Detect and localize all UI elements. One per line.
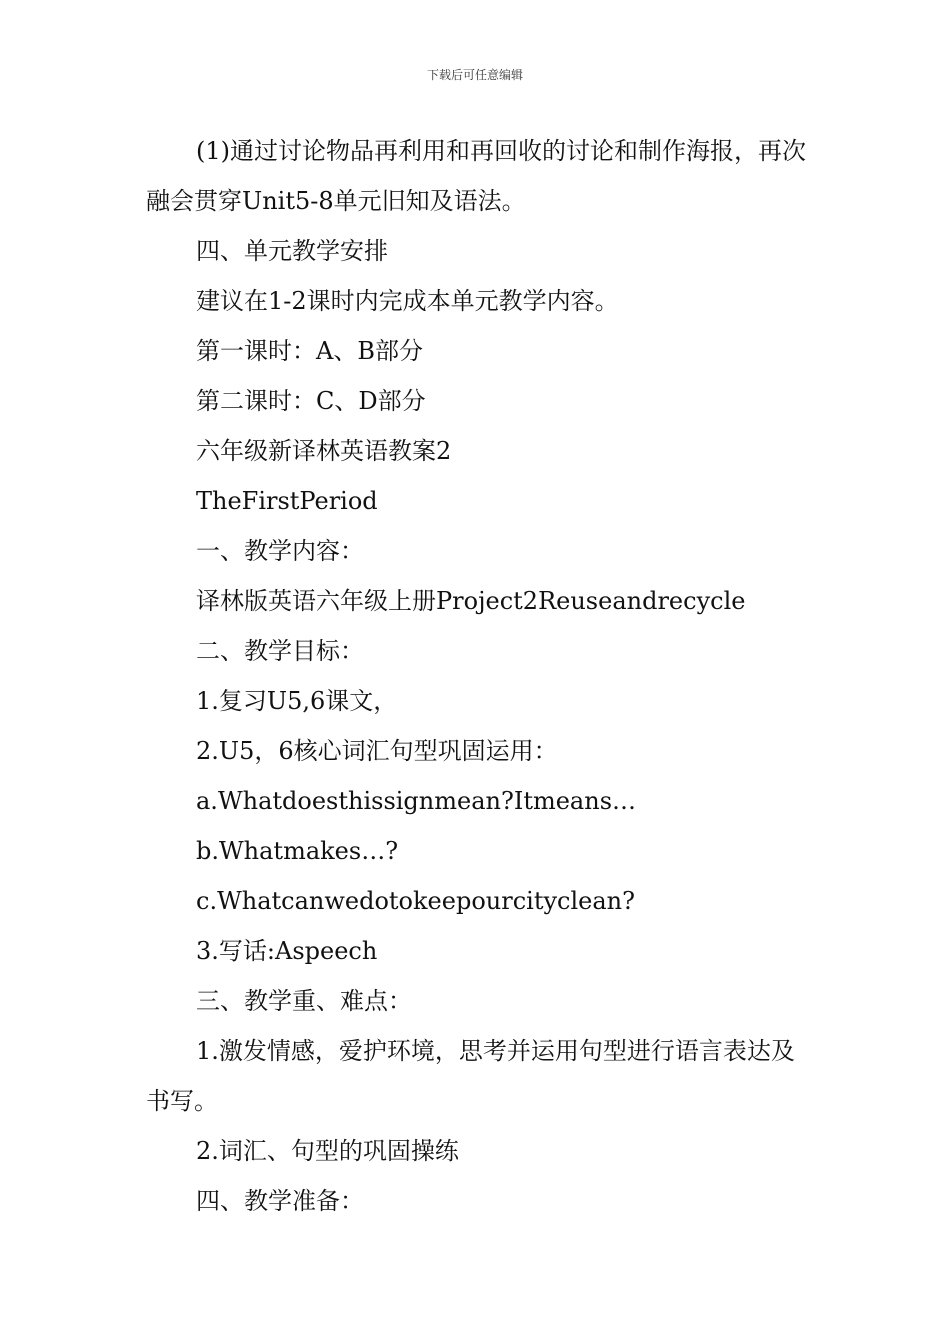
list-item-core-vocabulary: 2.U5，6核心词汇句型巩固运用： — [196, 737, 558, 765]
heading-lesson-plan-2: 六年级新译林英语教案2 — [196, 437, 452, 465]
heading-the-first-period: TheFirstPeriod — [196, 487, 378, 515]
list-item-sentence-b: b.Whatmakes…? — [196, 837, 399, 865]
list-item-sentence-c: c.Whatcanwedotokeepourcityclean? — [196, 887, 635, 915]
document-body — [146, 126, 811, 1226]
list-item-sentence-a: a.Whatdoesthissignmean?Itmeans… — [196, 787, 637, 815]
page-header-note: 下载后可任意编辑 — [426, 68, 523, 82]
paragraph-suggested-periods: 建议在1-2课时内完成本单元教学内容。 — [196, 287, 619, 315]
list-item-inspire-emotion: 1.激发情感，爱护环境，思考并运用句型进行语言表达及书写。 — [146, 1037, 795, 1115]
paragraph-second-period: 第二课时：C、D部分 — [196, 387, 426, 415]
heading-key-difficult-points: 三、教学重、难点： — [196, 987, 412, 1015]
heading-teaching-preparation: 四、教学准备： — [196, 1187, 364, 1215]
heading-unit-teaching-arrangement: 四、单元教学安排 — [196, 237, 388, 265]
paragraph-first-period: 第一课时：A、B部分 — [196, 337, 423, 365]
paragraph-textbook-project: 译林版英语六年级上册Project2Reuseandrecycle — [196, 587, 746, 615]
paragraph-reuse-recycle-poster: (1)通过讨论物品再利用和再回收的讨论和制作海报，再次融会贯穿Unit5-8单元旧知及语法。 — [146, 137, 806, 215]
list-item-writing-speech: 3.写话:Aspeech — [196, 937, 378, 965]
heading-teaching-content: 一、教学内容： — [196, 537, 364, 565]
heading-teaching-objectives: 二、教学目标： — [196, 637, 364, 665]
list-item-vocabulary-practice: 2.词汇、句型的巩固操练 — [196, 1137, 459, 1165]
list-item-review-texts: 1.复习U5,6课文， — [196, 687, 398, 715]
